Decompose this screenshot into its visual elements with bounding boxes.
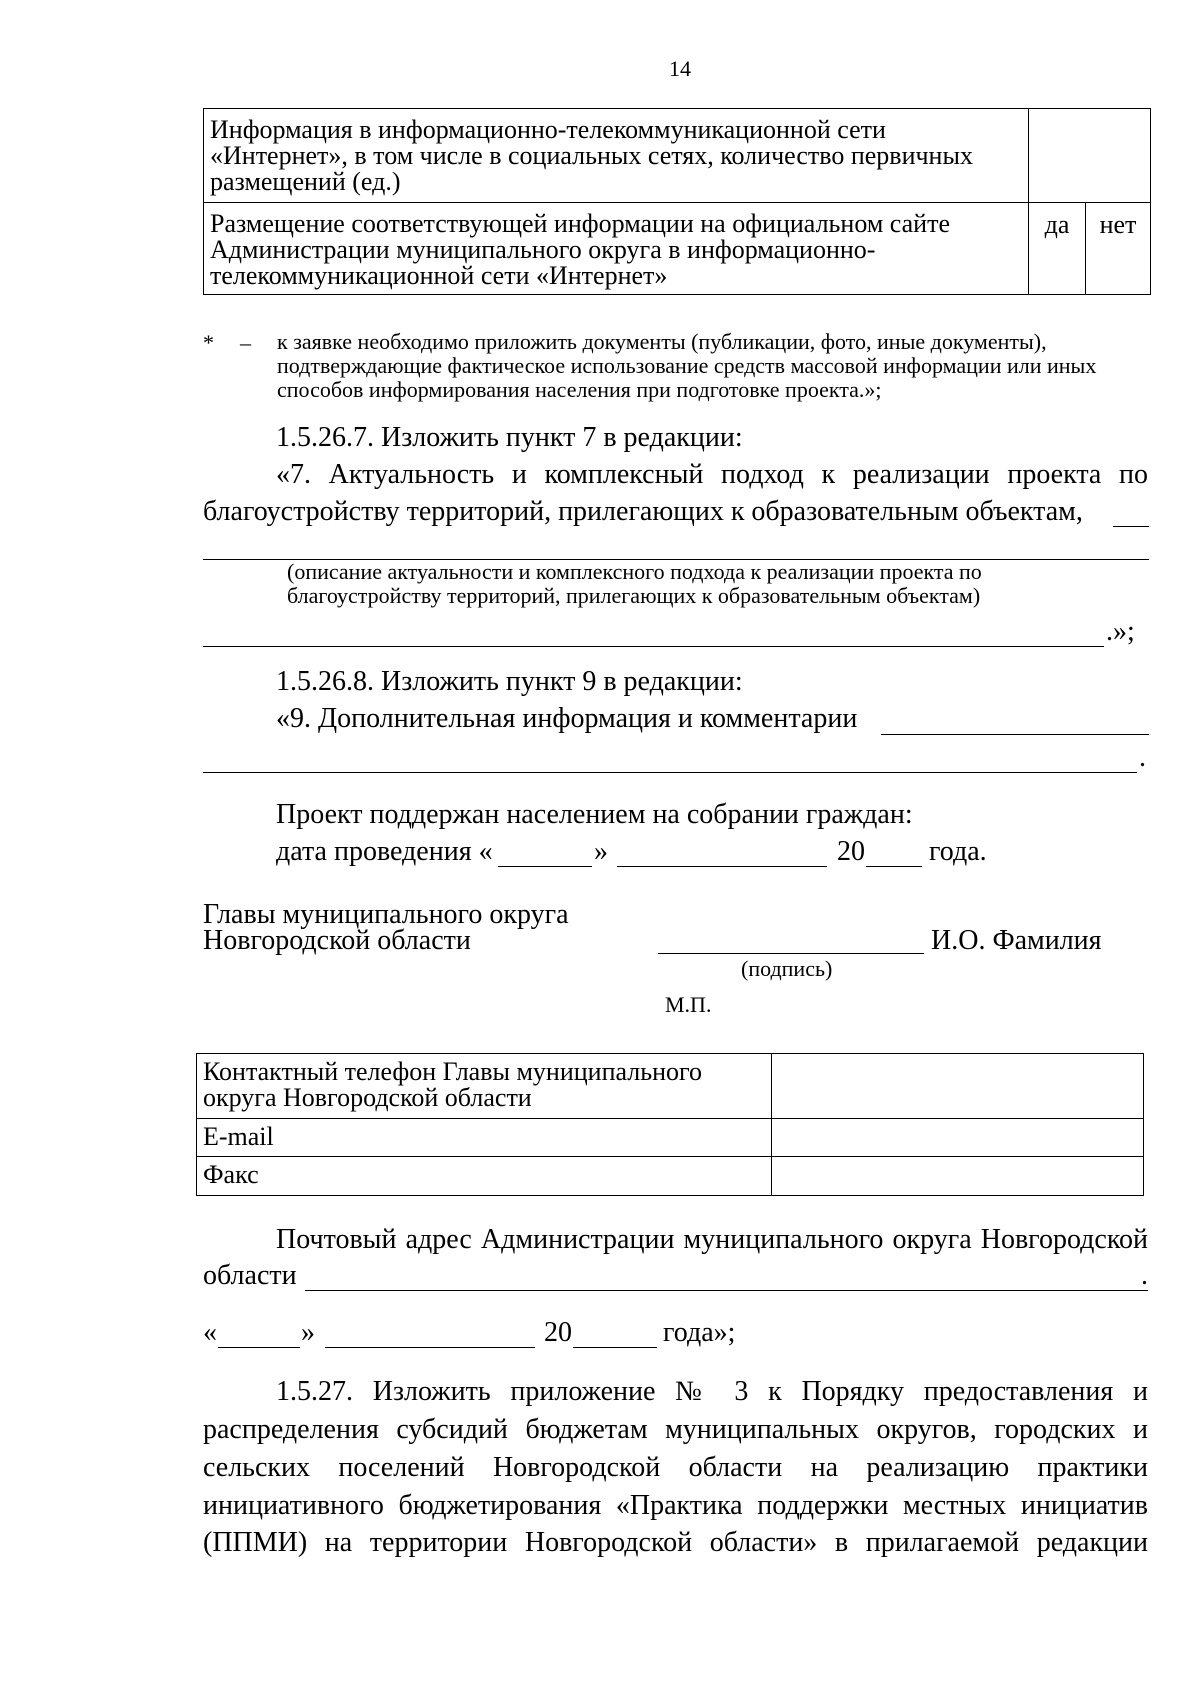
point9-end: .	[1139, 742, 1146, 773]
table-row	[204, 109, 1151, 203]
fill-line	[881, 734, 1149, 735]
head-title2: Новгородской области	[203, 925, 471, 956]
contacts-table	[196, 1053, 1144, 1196]
yes-cell: да	[1029, 203, 1086, 295]
email-value	[772, 1119, 1144, 1157]
item-1-5-27-line: (ППМИ) на территории Новгородской области» в прилагаемой редакции	[203, 1527, 1148, 1558]
postal-line1: Почтовый адрес Администрации муниципального округа Новгородской	[276, 1224, 1148, 1255]
signature-caption: (подпись)	[741, 956, 833, 981]
footnote-dash: –	[240, 330, 251, 355]
item-1-5-26-7: 1.5.26.7. Изложить пункт 7 в редакции:	[276, 422, 743, 453]
fill-line	[203, 772, 1137, 773]
fill-line	[1113, 526, 1149, 527]
phone-label: Контактный телефон Главы муниципального округа Новгородской области	[197, 1054, 772, 1119]
point7-line2: благоустройству территорий, прилегающих к образовательным объектам,	[203, 496, 1083, 527]
fill-line	[203, 646, 1104, 647]
point7-caption2: благоустройству территорий, прилегающих к образовательным объектам)	[287, 583, 981, 608]
support-line: Проект поддержан населением на собрании граждан:	[276, 799, 913, 830]
head-title1: Главы муниципального округа	[203, 899, 569, 930]
no-cell: нет	[1086, 203, 1151, 295]
fax-label: Факс	[197, 1157, 772, 1196]
closing-year: 20	[544, 1317, 572, 1348]
fill-line	[617, 866, 827, 867]
table-row	[197, 1119, 1144, 1157]
item-1-5-27-line: сельских поселений Новгородской области на реализацию практики	[203, 1452, 1148, 1483]
footnote-mark: *	[203, 330, 214, 355]
phone-value	[772, 1054, 1144, 1119]
table-row	[197, 1157, 1144, 1196]
table-cell: Информация в информационно-телекоммуникационной сети «Интернет», в том числе в социальных сетях, количество первичных размещений (ед.)	[204, 109, 1029, 203]
quote-close: »	[594, 836, 608, 867]
table-row	[197, 1054, 1144, 1119]
item-1-5-27-line: инициативного бюджетирования «Практика поддержки местных инициатив	[203, 1490, 1148, 1521]
point9-line1: «9. Дополнительная информация и комментарии	[276, 703, 858, 734]
fill-line	[325, 1347, 535, 1348]
year-suffix: года.	[929, 836, 987, 867]
fill-line	[573, 1347, 657, 1348]
email-label: E-mail	[197, 1119, 772, 1157]
fill-line	[498, 866, 592, 867]
head-name: И.О. Фамилия	[931, 925, 1102, 956]
fill-line	[305, 1290, 1148, 1291]
item-1-5-27-line: 1.5.27. Изложить приложение № 3 к Порядку предоставления и	[276, 1376, 1148, 1407]
postal-line2: области	[203, 1260, 297, 1291]
indicators-table	[203, 108, 1151, 295]
closing-open: «	[203, 1317, 217, 1348]
postal-end: .	[1141, 1260, 1148, 1291]
point7-end: .»;	[1106, 616, 1135, 647]
item-1-5-26-8: 1.5.26.8. Изложить пункт 9 в редакции:	[276, 666, 743, 697]
table-row	[204, 203, 1151, 295]
fill-line	[218, 1347, 300, 1348]
stamp-label: М.П.	[665, 992, 712, 1017]
table-cell: Размещение соответствующей информации на официальном сайте Администрации муниципального округа в информационно-телекоммуникационной сети «Интернет»	[204, 203, 1029, 295]
point7-line1: «7. Актуальность и комплексный подход к реализации проекта по	[276, 459, 1148, 490]
closing-close: »	[301, 1317, 315, 1348]
signature-line	[658, 953, 924, 954]
fill-line	[866, 866, 922, 867]
point7-caption1: (описание актуальности и комплексного подхода к реализации проекта по	[287, 559, 982, 584]
year-prefix: 20	[837, 836, 865, 867]
date-label: дата проведения «	[276, 836, 493, 867]
table-cell	[1029, 109, 1151, 203]
fax-value	[772, 1157, 1144, 1196]
footnote-text: к заявке необходимо приложить документы (публикации, фото, иные документы), подтверждающие фактическое использование средств массовой информации или иных способов информирования населения при подготовке проекта.»;	[277, 329, 1097, 402]
closing-suffix: года»;	[663, 1317, 736, 1348]
item-1-5-27-line: распределения субсидий бюджетам муниципальных округов, городских и	[203, 1414, 1148, 1445]
page-number: 14	[669, 56, 691, 81]
